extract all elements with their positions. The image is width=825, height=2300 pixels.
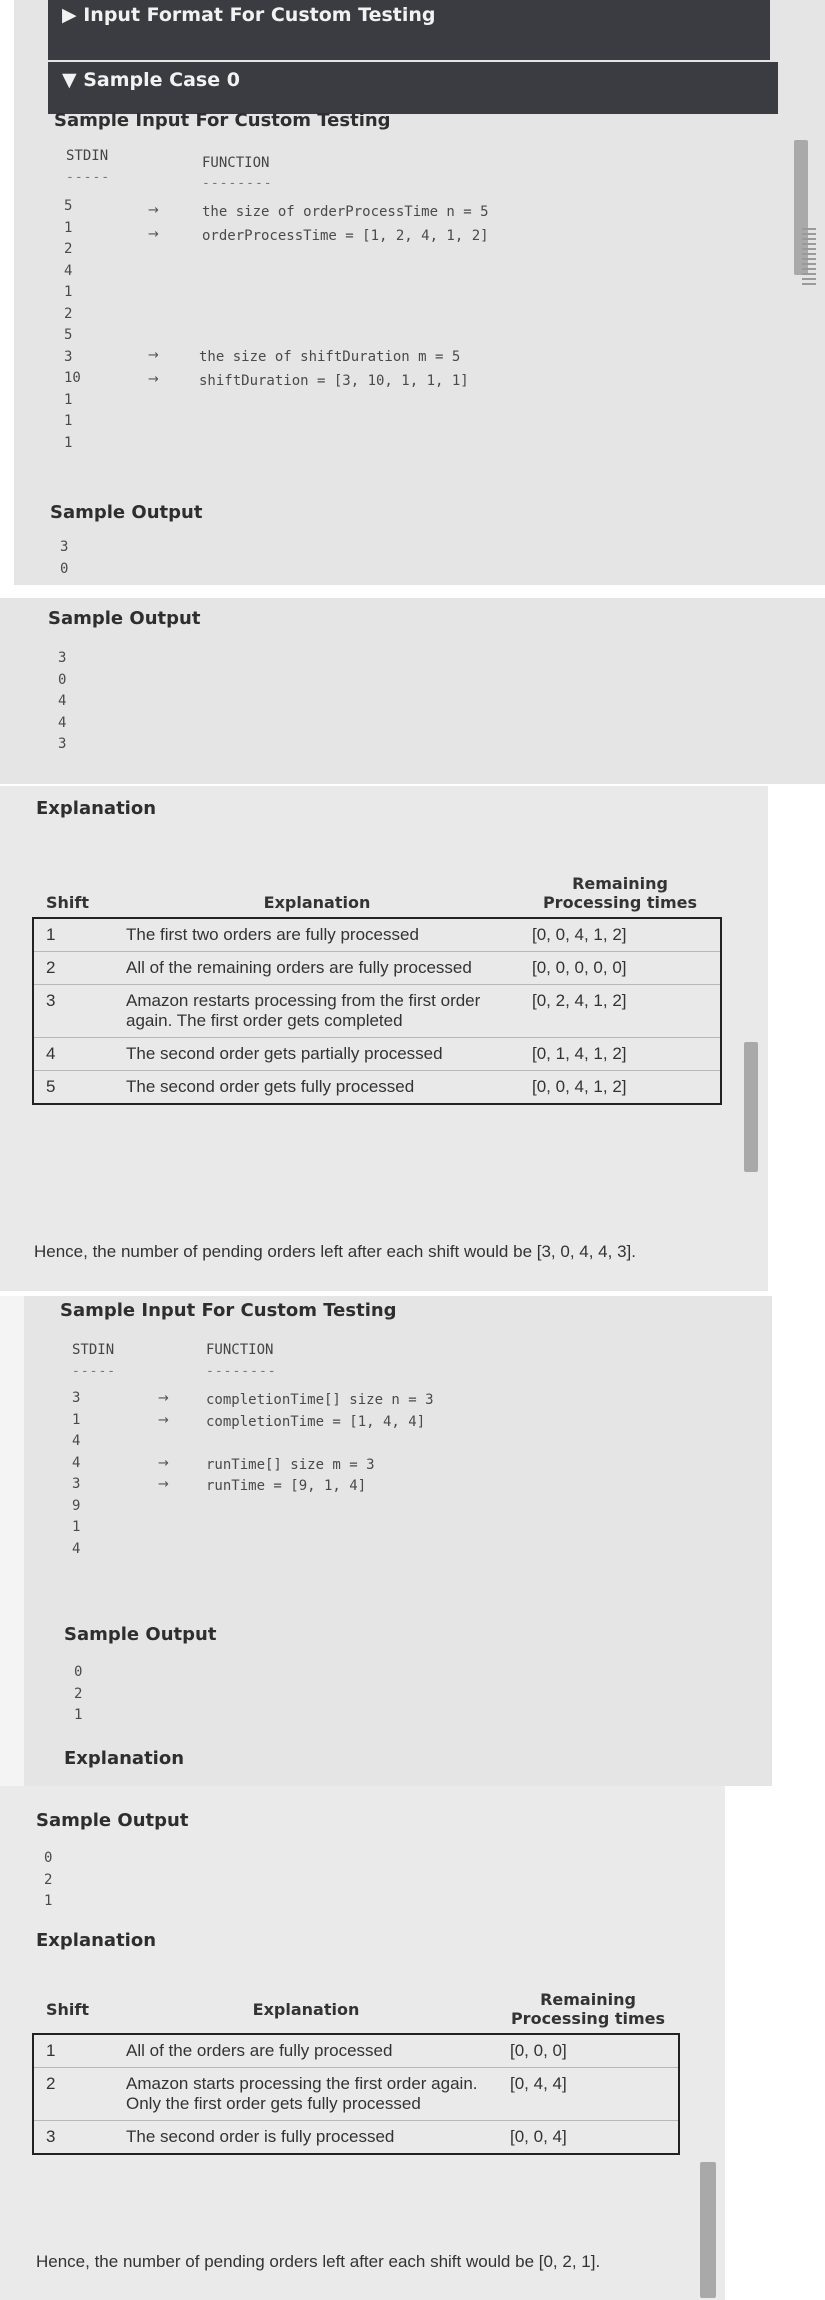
output-value: 0 [60, 560, 69, 577]
table-row [34, 1071, 720, 1104]
explanation-table [34, 1984, 678, 2153]
explanation-cell: All of the orders are fully processed [114, 2035, 498, 2068]
function-label: FUNCTION [206, 1342, 274, 1358]
shift-cell: 1 [34, 919, 114, 952]
explanation-table [34, 868, 720, 1103]
stdin-value: 1 [64, 434, 73, 451]
sample-input-heading: Sample Input For Custom Testing [54, 110, 391, 131]
sample-case-toggle[interactable] [48, 62, 778, 114]
arrow-icon: → [158, 1391, 169, 1406]
stdin-value: 1 [64, 284, 73, 300]
arrow-icon: → [158, 1477, 169, 1492]
remaining-header: Remaining Processing times [542, 874, 698, 912]
output-value: 3 [58, 650, 67, 666]
stdin-value: 4 [64, 262, 73, 279]
sample-output-heading: Sample Output [36, 1810, 189, 1831]
remaining-cell: [0, 0, 4, 1, 2] [520, 1071, 720, 1104]
remaining-cell: [0, 1, 4, 1, 2] [520, 1038, 720, 1071]
table-header-row [34, 1984, 678, 2035]
stdin-values [72, 1388, 112, 1560]
shift-cell: 1 [34, 2035, 114, 2068]
explanation-heading: Explanation [36, 1930, 157, 1951]
output-value: 1 [44, 1893, 53, 1909]
stdin-value: 10 [64, 370, 81, 386]
explanation-cell: All of the remaining orders are fully processed [114, 952, 520, 985]
stdin-value: 2 [64, 241, 73, 257]
sample-case-label: ▼ Sample Case 0 [62, 69, 240, 91]
remaining-cell: [0, 0, 4] [498, 2121, 678, 2154]
sample-output-panel [0, 598, 825, 784]
function-line: shiftDuration = [3, 10, 1, 1, 1] [199, 373, 469, 389]
table-row [34, 2068, 678, 2121]
input-format-toggle[interactable] [48, 0, 770, 60]
sample-output-heading: Sample Output [50, 502, 203, 523]
stdin-value: 1 [64, 391, 73, 408]
remaining-cell: [0, 0, 0, 0, 0] [520, 952, 720, 985]
explanation-cell: Amazon starts processing the first order again. Only the first order gets fully processed [114, 2068, 498, 2121]
function-line: runTime[] size m = 3 [206, 1457, 375, 1473]
output-value: 2 [44, 1871, 53, 1888]
stdin-value: 4 [72, 1454, 81, 1471]
scrollbar-thumb[interactable] [744, 1042, 758, 1172]
shift-cell: 2 [34, 2068, 114, 2121]
explanation-cell: Amazon restarts processing from the first order again. The first order gets completed [114, 985, 520, 1038]
table-row [34, 1038, 720, 1071]
stdin-value: 5 [64, 198, 73, 214]
input-format-label: ▶ Input Format For Custom Testing [62, 4, 436, 26]
function-line: runTime = [9, 1, 4] [206, 1478, 367, 1494]
stdin-value: 1 [64, 413, 73, 429]
stdin-value: 4 [72, 1433, 81, 1449]
remaining-header: Remaining Processing times [510, 1990, 666, 2028]
scrollbar-thumb[interactable] [700, 2162, 716, 2298]
function-label: FUNCTION [202, 155, 270, 171]
panel-edge [0, 1296, 24, 1786]
output-value: 0 [74, 1664, 83, 1680]
explanation-header: Explanation [252, 1999, 360, 2019]
arrow-icon: → [148, 372, 159, 387]
scroll-grip-icon[interactable] [802, 228, 816, 288]
remaining-cell: [0, 0, 0] [498, 2035, 678, 2068]
shift-cell: 3 [34, 985, 114, 1038]
function-line: completionTime = [1, 4, 4] [206, 1414, 426, 1430]
sample-output-heading: Sample Output [64, 1624, 217, 1645]
sample-output-values [58, 648, 88, 756]
remaining-cell: [0, 2, 4, 1, 2] [520, 985, 720, 1038]
stdin-value: 3 [64, 348, 73, 365]
shift-header: Shift [46, 893, 90, 912]
stdin-value: 3 [72, 1476, 81, 1492]
function-line: the size of shiftDuration m = 5 [199, 349, 461, 365]
stdin-value: 1 [64, 219, 73, 236]
table-row [34, 2121, 678, 2154]
stdin-value: 1 [72, 1411, 81, 1428]
arrow-icon: → [148, 203, 159, 218]
explanation-heading: Explanation [64, 1748, 185, 1769]
output-value: 3 [60, 539, 69, 555]
output-value: 4 [58, 693, 67, 709]
explanation-cell: The second order is fully processed [114, 2121, 498, 2154]
function-line: completionTime[] size n = 3 [206, 1392, 434, 1408]
shift-cell: 4 [34, 1038, 114, 1071]
function-line: orderProcessTime = [1, 2, 4, 1, 2] [202, 228, 489, 244]
function-dashes: -------- [202, 176, 273, 191]
shift-cell: 3 [34, 2121, 114, 2154]
output-value: 0 [58, 671, 67, 688]
stdin-dashes: ----- [72, 1364, 117, 1379]
stdin-label: STDIN [66, 148, 109, 164]
function-dashes: -------- [206, 1364, 277, 1379]
arrow-icon: → [158, 1413, 169, 1428]
stdin-value: 3 [72, 1390, 81, 1406]
sample-case-panel [14, 0, 825, 585]
stdin-value: 2 [64, 305, 73, 322]
remaining-cell: [0, 4, 4] [498, 2068, 678, 2121]
sample-case-1-panel [0, 1296, 772, 1786]
hence-text: Hence, the number of pending orders left after each shift would be [0, 2, 1]. [36, 2252, 601, 2271]
explanation-cell: The second order gets fully processed [114, 1071, 520, 1104]
arrow-icon: → [148, 227, 159, 242]
table-row [34, 985, 720, 1038]
sample-input-heading: Sample Input For Custom Testing [60, 1300, 397, 1321]
output-value: 3 [58, 736, 67, 752]
sample-case-1-explanation-panel [0, 1786, 725, 2300]
sample-output-heading: Sample Output [48, 608, 201, 629]
remaining-cell: [0, 0, 4, 1, 2] [520, 919, 720, 952]
output-value: 0 [44, 1850, 53, 1866]
table-row [34, 919, 720, 952]
table-row [34, 2035, 678, 2068]
sample-output-values [44, 1848, 74, 1913]
sample-output-values [74, 1662, 104, 1727]
explanation-header: Explanation [263, 893, 371, 912]
sample-output-values [60, 537, 90, 580]
arrow-icon: → [158, 1456, 169, 1471]
stdin-dashes: ----- [66, 170, 111, 185]
explanation-heading: Explanation [36, 798, 157, 819]
explanation-cell: The first two orders are fully processed [114, 919, 520, 952]
shift-cell: 5 [34, 1071, 114, 1104]
stdin-value: 1 [72, 1519, 81, 1535]
stdin-value: 9 [72, 1497, 81, 1514]
stdin-values [64, 196, 104, 454]
explanation-panel [0, 786, 768, 1291]
output-value: 2 [74, 1685, 83, 1702]
function-line: the size of orderProcessTime n = 5 [202, 204, 489, 220]
shift-cell: 2 [34, 952, 114, 985]
stdin-value: 5 [64, 327, 73, 343]
table-row [34, 952, 720, 985]
stdin-value: 4 [72, 1540, 81, 1557]
stdin-label: STDIN [72, 1342, 115, 1358]
arrow-icon: → [148, 348, 159, 363]
table-header-row [34, 868, 720, 919]
hence-text: Hence, the number of pending orders left after each shift would be [3, 0, 4, 4, 3]. [34, 1242, 636, 1261]
explanation-cell: The second order gets partially processed [114, 1038, 520, 1071]
output-value: 1 [74, 1707, 83, 1723]
shift-header: Shift [46, 1999, 90, 2019]
output-value: 4 [58, 714, 67, 731]
